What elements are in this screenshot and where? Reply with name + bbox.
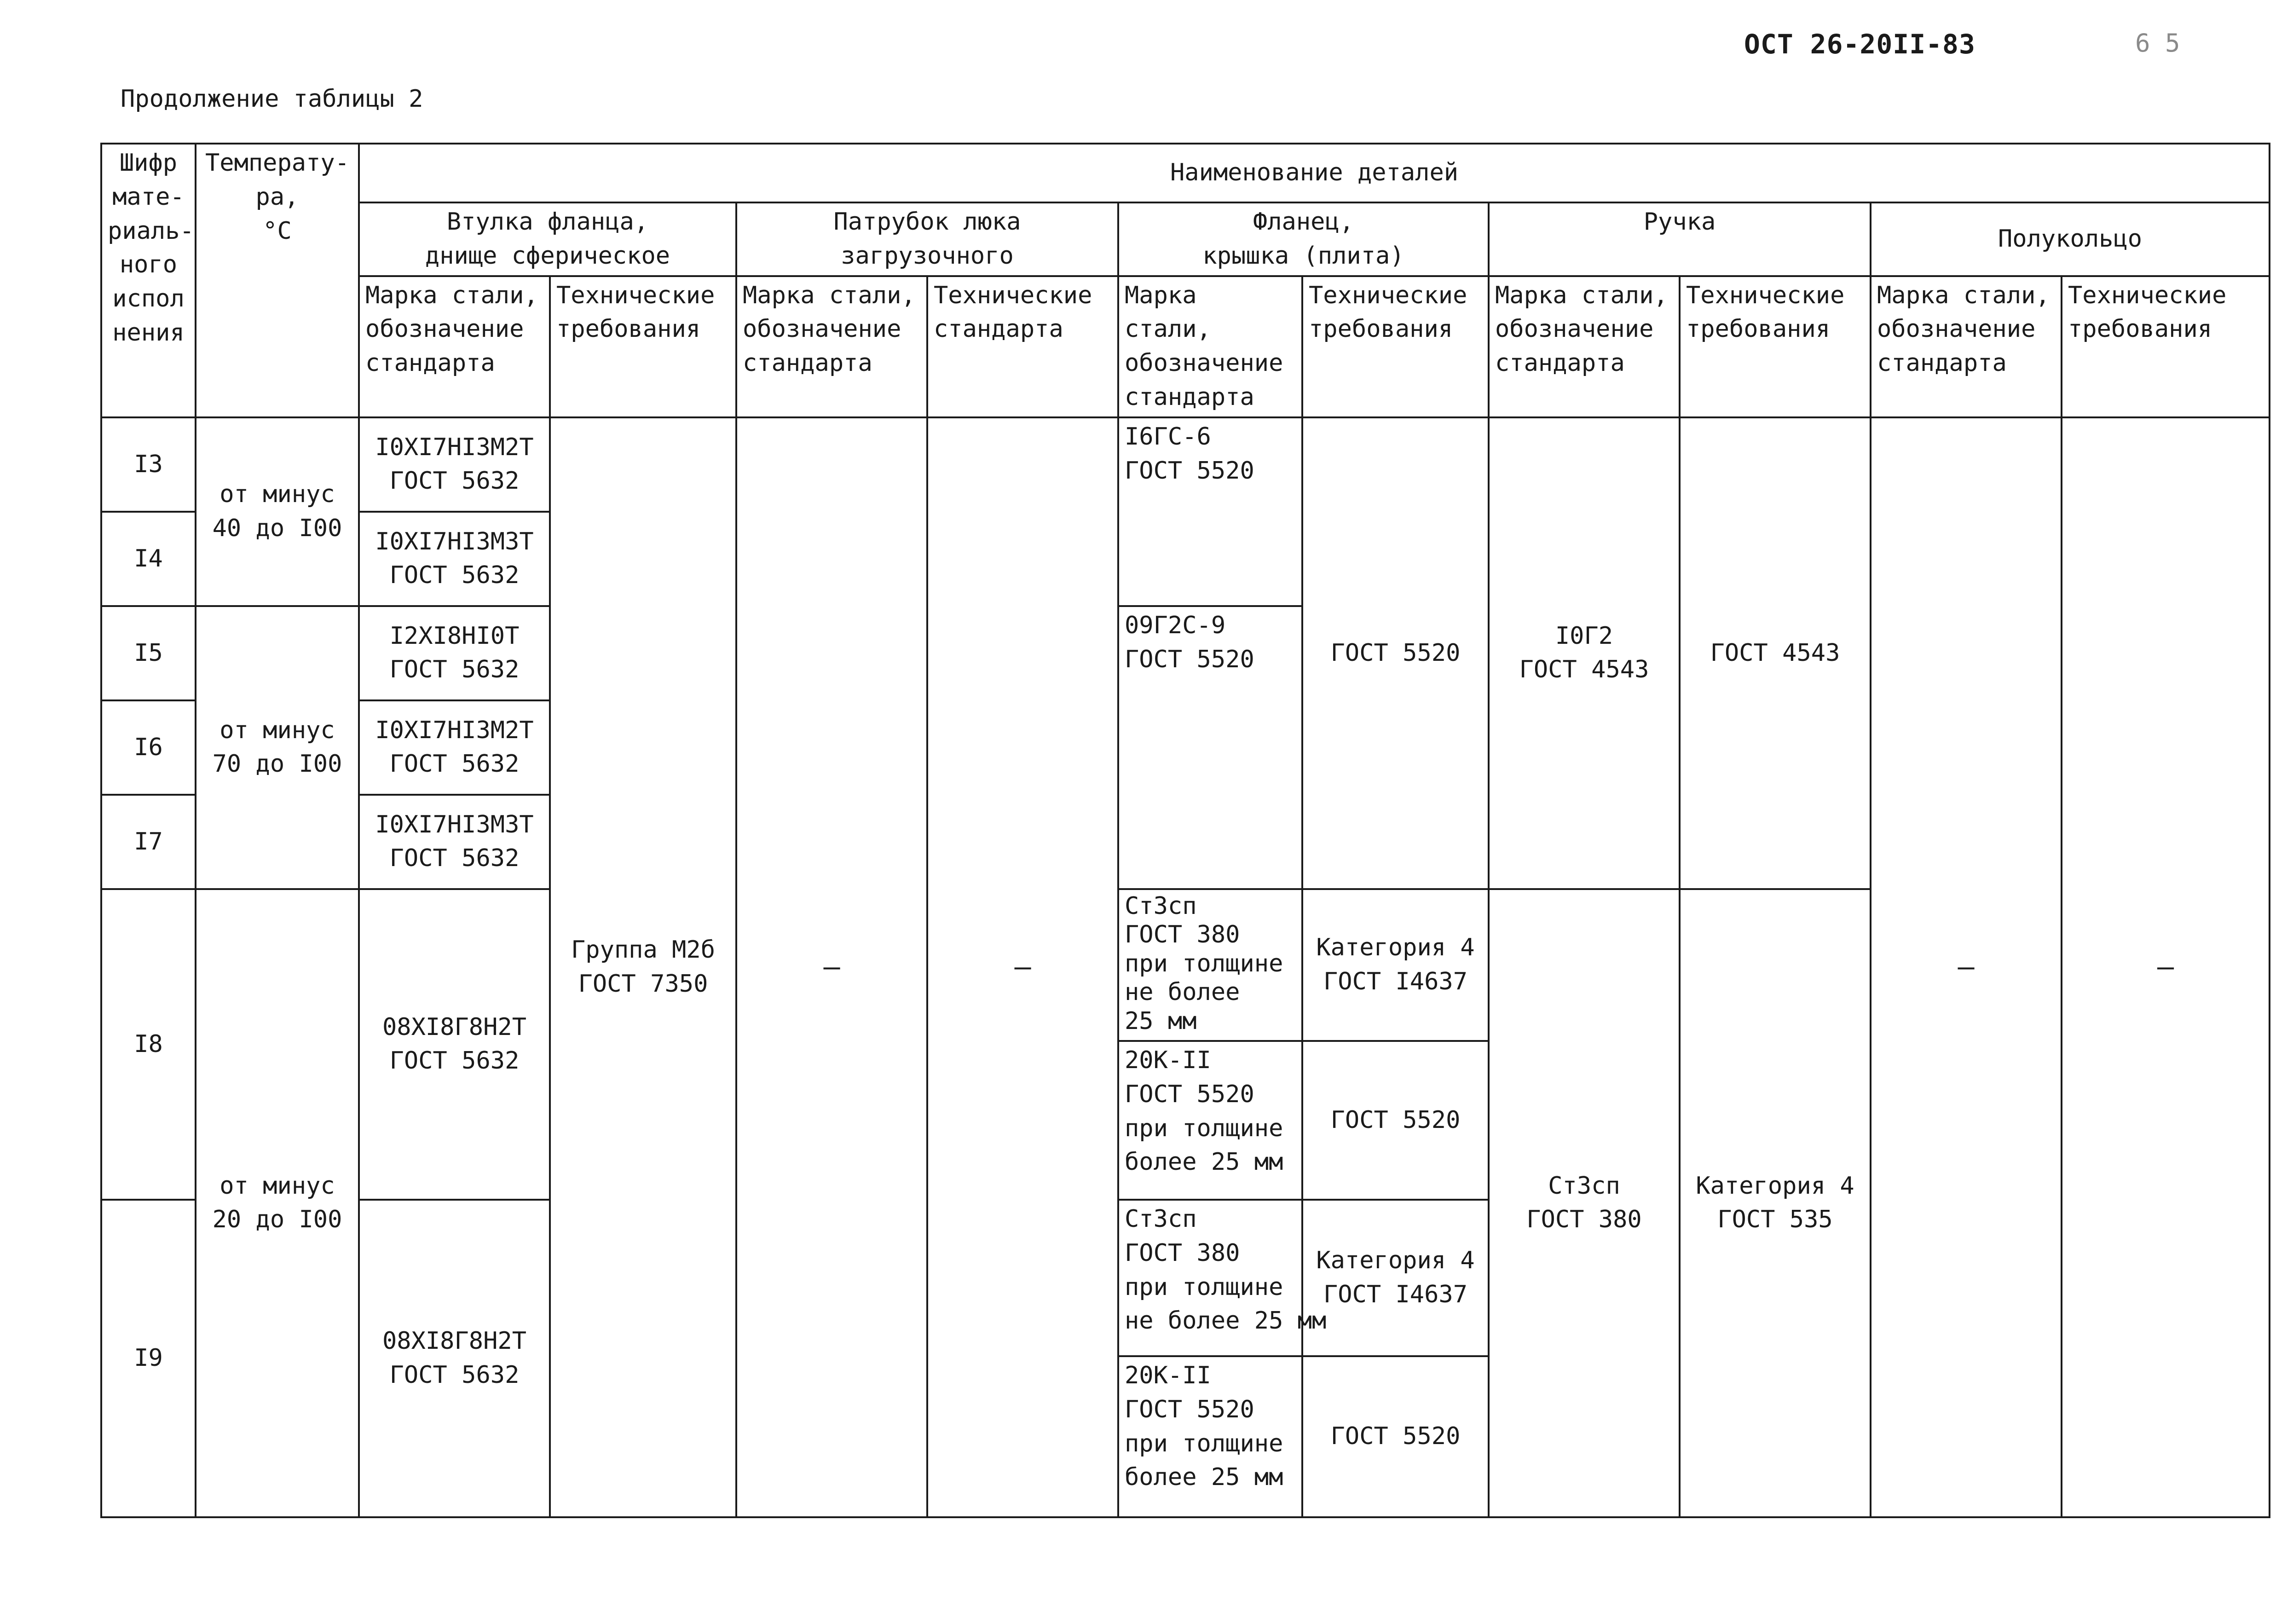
g3-steel-cell: I6ГС-6 ГОСТ 5520 <box>1118 417 1302 606</box>
g3-steel-cell: 09Г2С-9 ГОСТ 5520 <box>1118 606 1302 889</box>
page-number: 6 5 <box>2135 29 2180 58</box>
g1-steel-cell: 08XI8Г8H2T ГОСТ 5632 <box>359 889 550 1200</box>
g3-req-cell: ГОСТ 5520 <box>1302 1356 1489 1517</box>
g3-steel-header: Марка стали, обозначение стандарта <box>1118 276 1302 417</box>
g3-steel-cell: Ст3сп ГОСТ 380 при толщине не более 25 мм <box>1118 889 1302 1041</box>
header-row-3 <box>101 276 2270 417</box>
g3-steel-cell: 20К-II ГОСТ 5520 при толщине более 25 мм <box>1118 1356 1302 1517</box>
g1-steel-cell: I0XI7HI3M2T ГОСТ 5632 <box>359 700 550 795</box>
header-row-1 <box>101 144 2270 202</box>
g4-steel-header: Марка стали, обозначение стандарта <box>1489 276 1680 417</box>
g2-req-header: Технические стандарта <box>927 276 1118 417</box>
g1-steel-cell: I0XI7HI3M3T ГОСТ 5632 <box>359 795 550 889</box>
table-row <box>101 417 2270 512</box>
g5-steel-cell: — <box>1871 417 2062 1517</box>
g1-req-header: Технические требования <box>550 276 736 417</box>
g1-steel-cell: I2XI8HI0T ГОСТ 5632 <box>359 606 550 700</box>
group-flange-cover: Фланец, крышка (плита) <box>1118 202 1489 276</box>
header-row-2 <box>101 202 2270 276</box>
group-flange-sleeve: Втулка фланца, днище сферическое <box>359 202 736 276</box>
g3-req-cell: ГОСТ 5520 <box>1302 417 1489 889</box>
code-header: Шифр мате- риаль- ного испол нения <box>101 144 196 417</box>
g5-req-cell: — <box>2062 417 2270 1517</box>
temperature-cell: от минус 70 до I00 <box>196 606 359 889</box>
g1-steel-cell: I0XI7HI3M3T ГОСТ 5632 <box>359 512 550 606</box>
code-cell: I4 <box>101 512 196 606</box>
g3-req-cell: ГОСТ 5520 <box>1302 1041 1489 1200</box>
code-cell: I3 <box>101 417 196 512</box>
g3-req-cell: Категория 4 ГОСТ I4637 <box>1302 1200 1489 1356</box>
code-cell: I6 <box>101 700 196 795</box>
g3-steel-cell: 20К-II ГОСТ 5520 при толщине более 25 мм <box>1118 1041 1302 1200</box>
g3-steel-cell: Ст3сп ГОСТ 380 при толщине не более 25 мм <box>1118 1200 1302 1356</box>
group-handle: Ручка <box>1489 202 1871 276</box>
g3-req-cell: Категория 4 ГОСТ I4637 <box>1302 889 1489 1041</box>
g1-steel-cell: 08XI8Г8H2T ГОСТ 5632 <box>359 1200 550 1517</box>
g2-steel-cell: — <box>736 417 927 1517</box>
g4-req-header: Технические требования <box>1680 276 1871 417</box>
g4-req-cell: Категория 4 ГОСТ 535 <box>1680 889 1871 1517</box>
specification-table <box>100 143 2270 1518</box>
g4-steel-cell: I0Г2 ГОСТ 4543 <box>1489 417 1680 889</box>
code-cell: I9 <box>101 1200 196 1517</box>
temperature-cell: от минус 20 до I00 <box>196 889 359 1517</box>
group-hatch-nozzle: Патрубок люка загрузочного <box>736 202 1118 276</box>
g1-req-cell: Группа М2б ГОСТ 7350 <box>550 417 736 1517</box>
g2-steel-header: Марка стали, обозначение стандарта <box>736 276 927 417</box>
g4-steel-cell: Ст3сп ГОСТ 380 <box>1489 889 1680 1517</box>
group-half-ring: Полукольцо <box>1871 202 2270 276</box>
code-cell: I7 <box>101 795 196 889</box>
g4-req-cell: ГОСТ 4543 <box>1680 417 1871 889</box>
g2-req-cell: — <box>927 417 1118 1517</box>
g1-steel-cell: I0XI7HI3M2T ГОСТ 5632 <box>359 417 550 512</box>
g1-steel-header: Марка стали, обозначение стандарта <box>359 276 550 417</box>
code-cell: I8 <box>101 889 196 1200</box>
g5-req-header: Технические требования <box>2062 276 2270 417</box>
table-caption: Продолжение таблицы 2 <box>121 85 423 113</box>
code-cell: I5 <box>101 606 196 700</box>
parts-title: Наименование деталей <box>359 144 2270 202</box>
document-number: ОСТ 26-20II-83 <box>1744 29 1975 60</box>
g3-req-header: Технические требования <box>1302 276 1489 417</box>
temperature-cell: от минус 40 до I00 <box>196 417 359 606</box>
temperature-header: Температу- ра, °C <box>196 144 359 417</box>
g5-steel-header: Марка стали, обозначение стандарта <box>1871 276 2062 417</box>
